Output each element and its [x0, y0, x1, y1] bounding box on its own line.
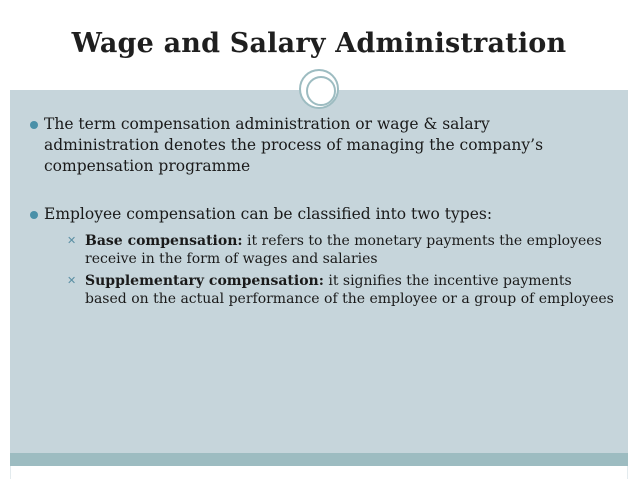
sub-bullet-description: it signifies the incentive payments based on the actual performance of the employee or a group of employees: [85, 273, 614, 307]
bullet-text: Employee compensation can be classified into two types:: [44, 205, 493, 223]
circle-ornament-icon: [299, 69, 339, 109]
circle-bullet-icon: [30, 211, 38, 219]
sub-bullet-term: Supplementary compensation:: [85, 273, 324, 289]
circle-bullet-icon: [30, 121, 38, 129]
slide-title: Wage and Salary Administration: [71, 28, 567, 59]
bullet-text: The term compensation administration or wage & salary administration denotes the process of managing the company’s compensation programme: [44, 115, 544, 175]
sub-bullet-text: [85, 232, 615, 268]
sub-bullet-term: Base compensation:: [85, 233, 243, 249]
sub-bullet-description: it refers to the monetary payments the employees receive in the form of wages and salaries: [85, 233, 602, 267]
inner-circle-ornament-icon: [306, 76, 336, 106]
sub-bullet-text: [85, 272, 615, 308]
bottom-accent-bar: [10, 453, 628, 466]
x-mark-icon: ✕: [67, 234, 77, 247]
x-mark-icon: ✕: [67, 274, 77, 287]
